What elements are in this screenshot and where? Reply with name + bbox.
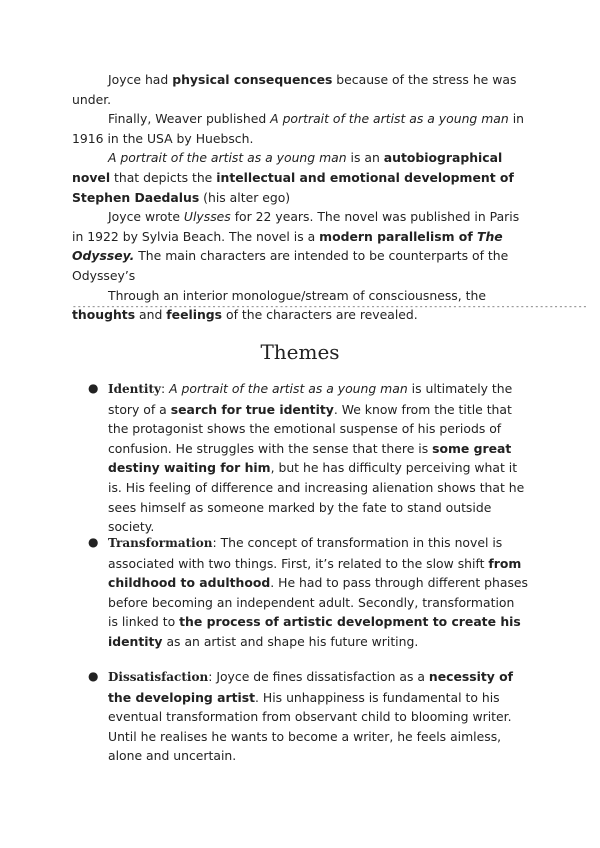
- theme-item-transformation: [88, 533, 528, 652]
- bold-run: search for true identity: [170, 401, 334, 417]
- text-run: that depicts the: [110, 169, 217, 185]
- italic-title: A portrait of the artist as a young man: [169, 381, 408, 396]
- bold-italic-title: The Odyssey.: [72, 228, 503, 264]
- bold-run: the process of artistic development to create his identity: [108, 614, 521, 649]
- text-run: Finally, Weaver published: [108, 111, 271, 127]
- text-run: Joyce de fines dissatisfaction as a: [216, 669, 429, 684]
- theme-term: Transformation: [108, 536, 213, 550]
- bold-run: from childhood to adulthood: [108, 555, 522, 591]
- text-run: for 22 years. The novel was published in Paris in 1922 by Sylvia Beach. The novel is a: [72, 209, 520, 244]
- text-run: and: [135, 307, 167, 323]
- text-run: of the characters are revealed.: [222, 307, 418, 323]
- theme-term: Identity: [108, 382, 161, 396]
- text-run: . His unhappiness is fundamental to his eventual transformation from observant child to blooming writer. Until he realises he wants to become a writer, he feels aimless, alone and uncertain.: [108, 689, 512, 764]
- bullet-icon: ●: [88, 669, 99, 683]
- intro-paragraph-3: [72, 148, 532, 207]
- theme-term: Dissatisfaction: [108, 670, 209, 684]
- text-run: :: [160, 381, 170, 396]
- text-run: Joyce had: [108, 72, 173, 87]
- text-run: . He had to pass through different phases before becoming an independent adult. Secondly, transformation is linked to: [108, 575, 528, 630]
- text-run: :: [212, 535, 221, 550]
- text-run: in 1916 in the USA by Huebsch.: [72, 111, 524, 146]
- text-run: as an artist and shape his future writing.: [162, 633, 419, 649]
- italic-title: A portrait of the artist as a young man: [108, 150, 347, 166]
- bold-run: feelings: [166, 307, 223, 323]
- bold-run: intellectual and emotional development of Stephen Daedalus: [72, 169, 514, 205]
- section-heading: Themes: [260, 340, 340, 364]
- intro-section: [72, 70, 588, 325]
- text-run: (his alter ego): [199, 189, 291, 205]
- text-run: Through an interior monologue/stream of consciousness, the: [108, 287, 486, 303]
- bold-run: physical consequences: [172, 72, 333, 87]
- text-run: :: [208, 669, 217, 684]
- intro-paragraph-2: [72, 109, 532, 148]
- text-run: is ultimately the story of a: [108, 381, 513, 417]
- bold-run: modern parallelism of: [319, 228, 478, 244]
- bold-run: some great destiny waiting for him: [108, 440, 512, 476]
- theme-item-identity: [88, 379, 528, 537]
- bold-run: thoughts: [72, 307, 136, 323]
- text-run: . We know from the title that the protagonist shows the emotional suspense of his periods of confusion. He struggles with the sense that there is: [108, 401, 512, 456]
- dashed-divider: -----------------------------------------------------------------------------------------------------------: [72, 302, 588, 311]
- text-run: is an: [346, 150, 384, 166]
- text-run: , but he has difficulty perceiving what it is. His feeling of difference and increasing alienation shows that he sees himself as someone marked by the fate to stand outside society.: [108, 460, 525, 535]
- intro-paragraph-1: [72, 70, 532, 109]
- italic-title: Ulysses: [183, 209, 231, 225]
- text-run: The main characters are intended to be counterparts of the Odyssey’s: [72, 248, 509, 283]
- intro-paragraph-4: [72, 207, 532, 285]
- bold-run: necessity of the developing artist: [108, 669, 514, 705]
- text-run: Joyce wrote: [108, 209, 184, 225]
- text-run: because of the stress he was under.: [72, 72, 517, 107]
- italic-title: A portrait of the artist as a young man: [270, 111, 509, 127]
- bullet-icon: ●: [88, 535, 99, 549]
- theme-item-dissatisfaction: [88, 667, 528, 766]
- bold-run: autobiographical novel: [72, 150, 503, 185]
- text-run: The concept of transformation in this novel is associated with two things. First, it’s related to the slow shift: [108, 535, 503, 571]
- bullet-icon: ●: [88, 381, 99, 395]
